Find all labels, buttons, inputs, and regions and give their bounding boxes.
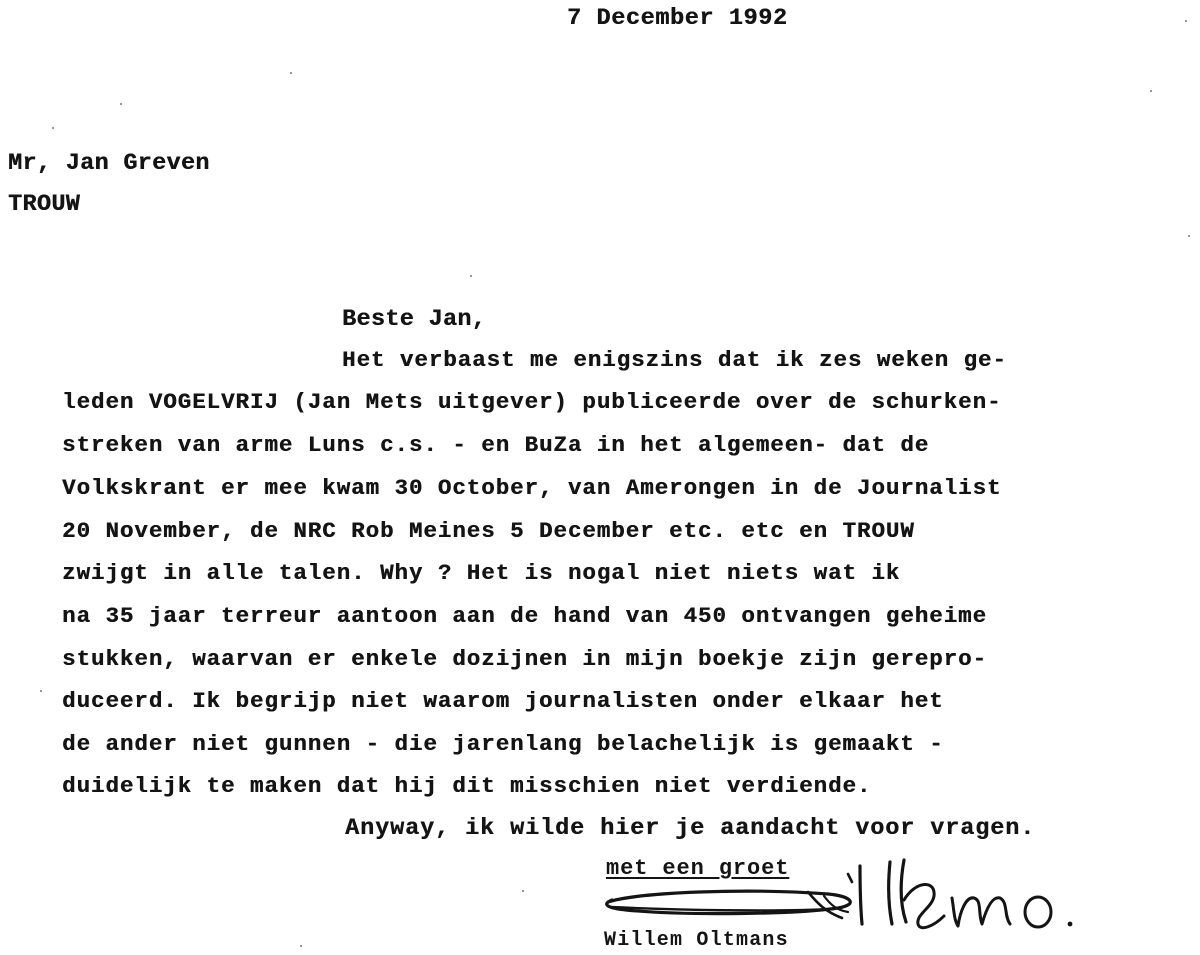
body-line: zwijgt in alle talen. Why ? Het is nogal niet niets wat ik [62,560,901,586]
recipient-name: Mr, Jan Greven [8,150,210,177]
scan-speck [52,127,54,129]
typed-signature-name: Willem Oltmans [604,929,789,952]
recipient-organization: TROUW [8,191,81,218]
salutation: Beste Jan, [342,306,487,333]
scan-speck [522,890,524,892]
body-line: stukken, waarvan er enkele dozijnen in mijn boekje zijn gerepro- [62,646,987,672]
body-line: na 35 jaar terreur aantoon aan de hand van 450 ontvangen geheime [62,603,987,629]
body-line: leden VOGELVRIJ (Jan Mets uitgever) publiceerde over de schurken- [62,389,1002,415]
letter-date: 7 December 1992 [567,5,788,32]
body-line: 20 November, de NRC Rob Meines 5 December etc. etc en TROUW [62,518,915,544]
scan-speck [1185,20,1187,22]
scan-speck [1188,235,1190,237]
scan-speck [300,945,302,947]
body-line: de ander niet gunnen - die jarenlang belachelijk is gemaakt - [62,731,944,757]
closing-line: Anyway, ik wilde hier je aandacht voor vragen. [345,815,1036,842]
body-line: Volkskrant er mee kwam 30 October, van Amerongen in de Journalist [62,475,1002,501]
scan-speck [120,103,122,105]
scan-speck [40,690,42,692]
greeting: met een groet [606,856,790,881]
body-line: streken van arme Luns c.s. - en BuZa in het algemeen- dat de [62,432,930,458]
body-line: Het verbaast me enigszins dat ik zes weken ge- [342,347,1007,373]
scan-speck [1150,90,1152,92]
body-line: duidelijk te maken dat hij dit misschien niet verdiende. [62,773,872,799]
scan-speck [290,72,292,74]
body-line: duceerd. Ik begrijp niet waarom journalisten onder elkaar het [62,688,944,714]
scan-speck [470,275,472,277]
